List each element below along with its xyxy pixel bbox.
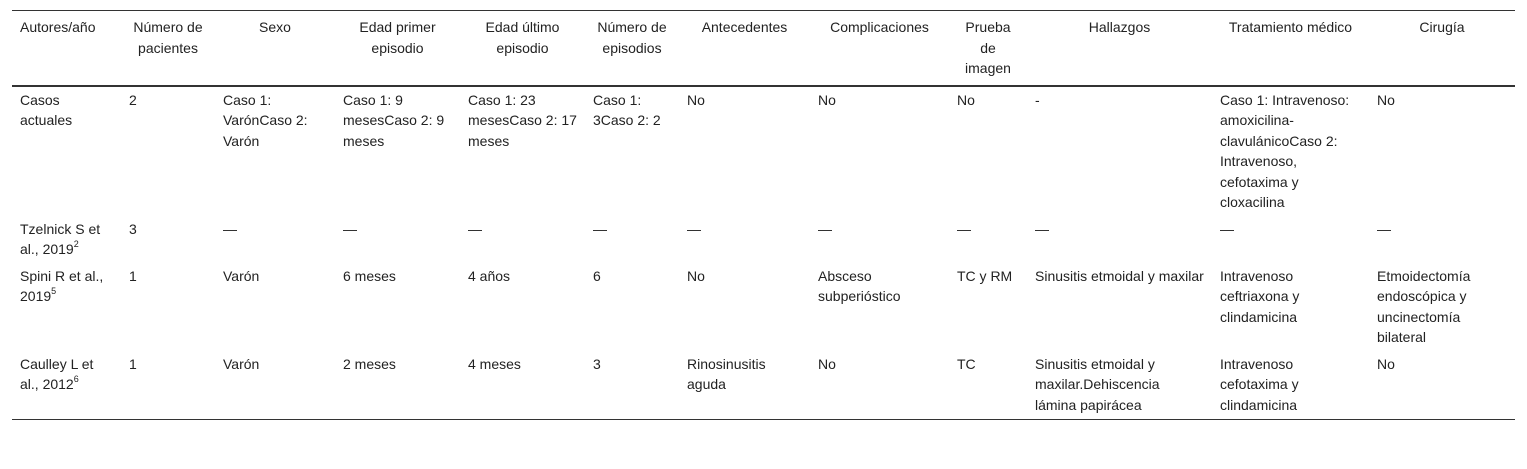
cell-prueba-imagen: TC y RM <box>957 267 1013 284</box>
cell-sexo: Varón <box>223 267 260 284</box>
cell-edad-primer: — <box>343 220 357 237</box>
cell-edad-ultimo: 4 meses <box>468 355 521 372</box>
cell-edad-ultimo: — <box>468 220 482 237</box>
cell-episodios: 6 <box>593 267 601 284</box>
table-row <box>12 352 1515 420</box>
cell-author <box>12 264 121 352</box>
cell-hallazgos: Sinusitis etmoidal y maxilar.Dehiscencia lámina papirácea <box>1035 355 1160 413</box>
table-row <box>12 86 1515 217</box>
cell-tratamiento: Intravenoso cefotaxima y clindamicina <box>1220 355 1299 413</box>
table-row <box>12 264 1515 352</box>
cell-sexo: Caso 1: VarónCaso 2: Varón <box>223 91 308 149</box>
col-header-cirugia: Cirugía <box>1419 19 1465 35</box>
cell-pacientes: 1 <box>129 267 137 284</box>
cell-antecedentes: No <box>687 91 705 108</box>
cell-antecedentes: Rinosinusitis aguda <box>687 355 766 392</box>
cell-prueba-imagen: — <box>957 220 971 237</box>
cell-sexo: — <box>223 220 237 237</box>
header-row <box>12 11 1515 86</box>
cell-cirugia: Etmoidectomía endoscópica y uncinectomía bilateral <box>1377 267 1471 345</box>
cell-antecedentes: No <box>687 267 705 284</box>
cell-author <box>12 86 121 217</box>
cell-tratamiento: Caso 1: Intravenoso: amoxicilina-clavulánicoCaso 2: Intravenoso, cefotaxima y cloxacilina <box>1220 91 1350 210</box>
cell-pacientes: 3 <box>129 220 137 237</box>
cell-antecedentes: — <box>687 220 701 237</box>
cell-hallazgos: Sinusitis etmoidal y maxilar <box>1035 267 1204 284</box>
cell-episodios: — <box>593 220 607 237</box>
table-row <box>12 217 1515 264</box>
reference-superscript: 5 <box>51 286 57 297</box>
cell-hallazgos: - <box>1035 91 1040 108</box>
col-header-edad-primer: Edad primer episodio <box>359 19 436 56</box>
cell-complicaciones: No <box>818 91 836 108</box>
cell-pacientes: 2 <box>129 91 137 108</box>
author-text: Spini R et al., 2019 <box>20 267 104 304</box>
col-header-prueba-imagen: Prueba de imagen <box>965 19 1011 76</box>
cell-cirugia: No <box>1377 355 1395 372</box>
col-header-sexo: Sexo <box>259 19 291 35</box>
cell-episodios: Caso 1: 3Caso 2: 2 <box>593 91 661 128</box>
col-header-edad-ultimo: Edad último episodio <box>485 19 560 56</box>
cell-edad-ultimo: Caso 1: 23 mesesCaso 2: 17 meses <box>468 91 577 149</box>
author-text: Tzelnick S et al., 2019 <box>20 220 101 257</box>
cell-tratamiento: Intravenoso ceftriaxona y clindamicina <box>1220 267 1300 325</box>
cell-author <box>12 352 121 420</box>
literature-comparison-table <box>12 10 1515 420</box>
cell-tratamiento: — <box>1220 220 1234 237</box>
cell-pacientes: 1 <box>129 355 137 372</box>
col-header-autores: Autores/año <box>20 19 96 35</box>
col-header-complicaciones: Complicaciones <box>830 19 929 35</box>
col-header-hallazgos: Hallazgos <box>1088 19 1151 35</box>
cell-hallazgos: — <box>1035 220 1049 237</box>
cell-cirugia: — <box>1377 220 1391 237</box>
cell-edad-ultimo: 4 años <box>468 267 511 284</box>
cell-prueba-imagen: No <box>957 91 975 108</box>
cell-sexo: Varón <box>223 355 260 372</box>
col-header-numero-episodios: Número de episodios <box>597 19 667 56</box>
cell-complicaciones: Absceso subperióstico <box>818 267 901 304</box>
cell-edad-primer: 6 meses <box>343 267 396 284</box>
cell-episodios: 3 <box>593 355 601 372</box>
reference-superscript: 2 <box>73 239 79 250</box>
cell-edad-primer: 2 meses <box>343 355 396 372</box>
col-header-numero-pacientes: Número de pacientes <box>133 19 203 56</box>
cell-edad-primer: Caso 1: 9 mesesCaso 2: 9 meses <box>343 91 445 149</box>
author-text: Caulley L et al., 2012 <box>20 355 94 392</box>
cell-complicaciones: No <box>818 355 836 372</box>
cell-cirugia: No <box>1377 91 1395 108</box>
col-header-antecedentes: Antecedentes <box>701 19 788 35</box>
cell-prueba-imagen: TC <box>957 355 976 372</box>
reference-superscript: 6 <box>73 374 79 385</box>
cell-author <box>12 217 121 264</box>
cell-complicaciones: — <box>818 220 832 237</box>
col-header-tratamiento: Tratamiento médico <box>1228 19 1353 35</box>
author-text: Casos actuales <box>20 91 73 128</box>
